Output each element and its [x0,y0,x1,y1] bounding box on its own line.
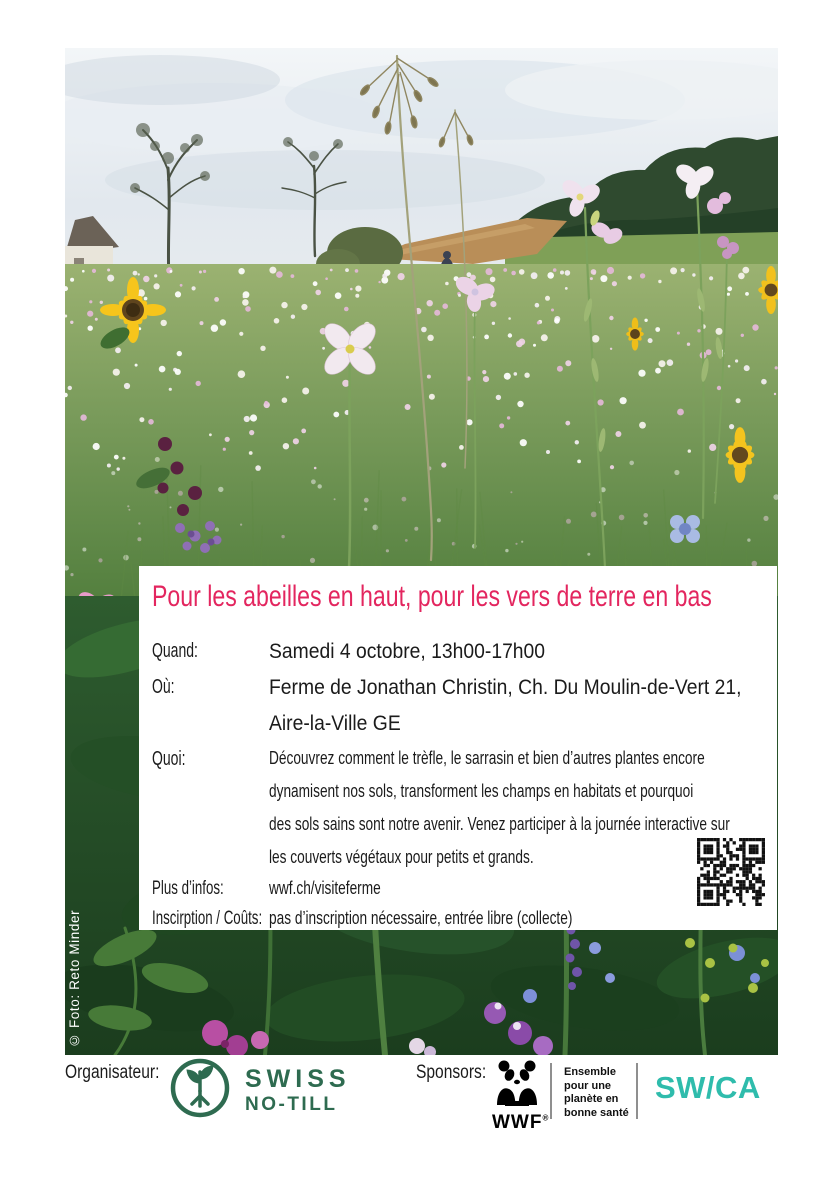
ou-value-line1: Ferme de Jonathan Christin, Ch. Du Moulin-de-Vert 21, [269,676,742,699]
row-inscription [139,908,777,934]
meadow-photo [65,48,778,1055]
inscription-label: Inscirption / Coûts: [152,908,263,929]
wwf-tagline [564,1066,629,1120]
ou-value-line2: Aire-la-Ville GE [269,712,401,735]
quoi-line2: dynamisent nos sols, transforment les champs en habitats et pourquoi [269,781,694,801]
swiss-no-till-wordmark [245,1064,351,1115]
row-quoi-line3 [139,814,777,840]
sponsors-label: Sponsors: [416,1062,487,1083]
infos-value: wwf.ch/visiteferme [269,878,381,898]
registered-mark: ® [542,1113,550,1123]
wwf-wordmark: WWF® [492,1112,550,1133]
row-quoi-line2 [139,781,777,807]
row-quoi-line4 [139,847,777,873]
quand-label: Quand: [152,640,198,662]
swiss-no-till-logo [166,1056,351,1124]
ou-label: Où: [152,676,175,698]
row-infos [139,878,777,904]
wwf-tagline-line1: Ensemble [564,1066,616,1078]
wwf-tagline-line4: bonne santé [564,1106,629,1119]
row-ou [139,676,777,702]
wwf-logo [492,1060,550,1133]
event-title: Pour les abeilles en haut, pour les vers de terre en bas [152,580,712,613]
row-ou-line2 [139,712,777,738]
quoi-line3: des sols sains sont notre avenir. Venez participer à la journée interactive sur [269,814,730,834]
event-info-box [139,566,777,930]
row-quoi [139,748,777,774]
row-quand [139,640,777,666]
wwf-tagline-line3: planète en [564,1093,619,1105]
footer-divider-1 [550,1063,552,1119]
swiss-no-till-line1: SWISS [245,1064,351,1093]
panda-icon [494,1060,540,1106]
swica-logo: SW/CA [655,1070,761,1105]
inscription-value: pas d’inscription nécessaire, entrée libre (collecte) [269,908,573,928]
quand-value: Samedi 4 octobre, 13h00-17h00 [269,640,546,663]
quoi-line4: les couverts végétaux pour petits et grands. [269,847,534,867]
quoi-label: Quoi: [152,748,186,770]
photo-credit: © Foto: Reto Minder [67,909,82,1048]
swiss-no-till-line2: NO-TILL [245,1093,338,1115]
footer-divider-2 [636,1063,638,1119]
sprout-circle-icon [166,1056,234,1124]
organizer-label: Organisateur: [65,1062,160,1083]
infos-label: Plus d’infos: [152,878,224,899]
wwf-tagline-line2: pour une [564,1079,612,1092]
qr-code [697,838,765,906]
quoi-line1: Découvrez comment le trèfle, le sarrasin et bien d’autres plantes encore [269,748,705,768]
